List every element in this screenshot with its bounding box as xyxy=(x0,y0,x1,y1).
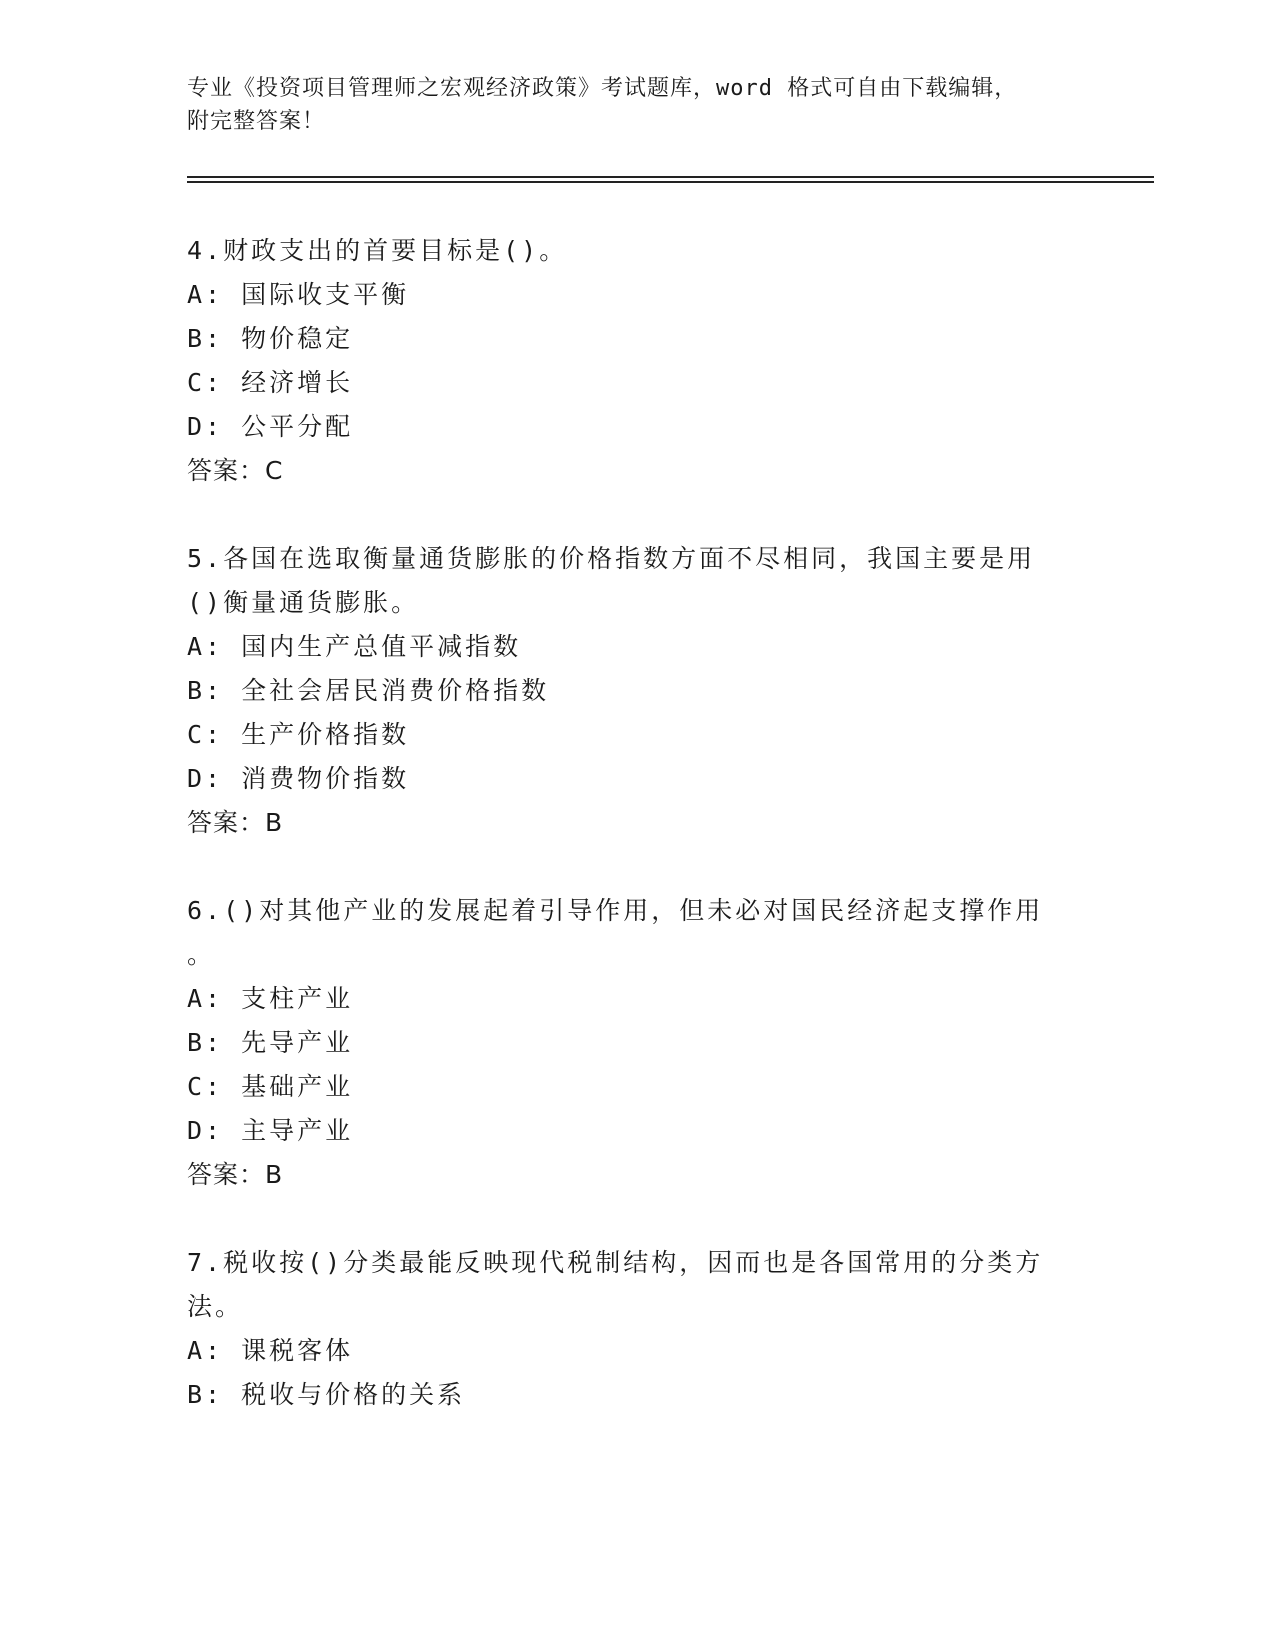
question-6-answer: 答案：B xyxy=(187,1160,284,1189)
question-6-option-b: B: 先导产业 xyxy=(187,1028,354,1057)
header-divider-bottom xyxy=(187,181,1154,183)
question-5-stem-line-2: ()衡量通货膨胀。 xyxy=(187,588,420,617)
question-5-option-a: A: 国内生产总值平减指数 xyxy=(187,632,522,661)
question-4-option-a: A: 国际收支平衡 xyxy=(187,280,410,309)
question-5-stem-line-1: 5.各国在选取衡量通货膨胀的价格指数方面不尽相同，我国主要是用 xyxy=(187,544,1036,573)
question-7-option-b: B: 税收与价格的关系 xyxy=(187,1380,466,1409)
question-6-option-c: C: 基础产业 xyxy=(187,1072,354,1101)
question-7-stem-line-2: 法。 xyxy=(187,1292,244,1321)
document-header xyxy=(187,72,1087,138)
question-6-option-d: D: 主导产业 xyxy=(187,1116,354,1145)
question-4-stem: 4.财政支出的首要目标是()。 xyxy=(187,236,568,265)
question-4-answer: 答案：C xyxy=(187,456,284,485)
question-6-stem-line-1: 6.()对其他产业的发展起着引导作用，但未必对国民经济起支撑作用 xyxy=(187,896,1044,925)
question-5-option-c: C: 生产价格指数 xyxy=(187,720,410,749)
header-line-1: 专业《投资项目管理师之宏观经济政策》考试题库，word 格式可自由下载编辑， xyxy=(187,76,1018,101)
header-divider-top xyxy=(187,176,1154,178)
question-5-option-d: D: 消费物价指数 xyxy=(187,764,410,793)
question-5-answer: 答案：B xyxy=(187,808,284,837)
header-line-2: 附完整答案！ xyxy=(187,109,326,134)
question-4-option-d: D: 公平分配 xyxy=(187,412,354,441)
question-6-option-a: A: 支柱产业 xyxy=(187,984,354,1013)
question-5-option-b: B: 全社会居民消费价格指数 xyxy=(187,676,550,705)
question-6-stem-line-2: 。 xyxy=(187,940,216,969)
question-4-option-b: B: 物价稳定 xyxy=(187,324,354,353)
question-4-option-c: C: 经济增长 xyxy=(187,368,354,397)
question-7-option-a: A: 课税客体 xyxy=(187,1336,354,1365)
question-7-stem-line-1: 7.税收按()分类最能反映现代税制结构，因而也是各国常用的分类方 xyxy=(187,1248,1044,1277)
